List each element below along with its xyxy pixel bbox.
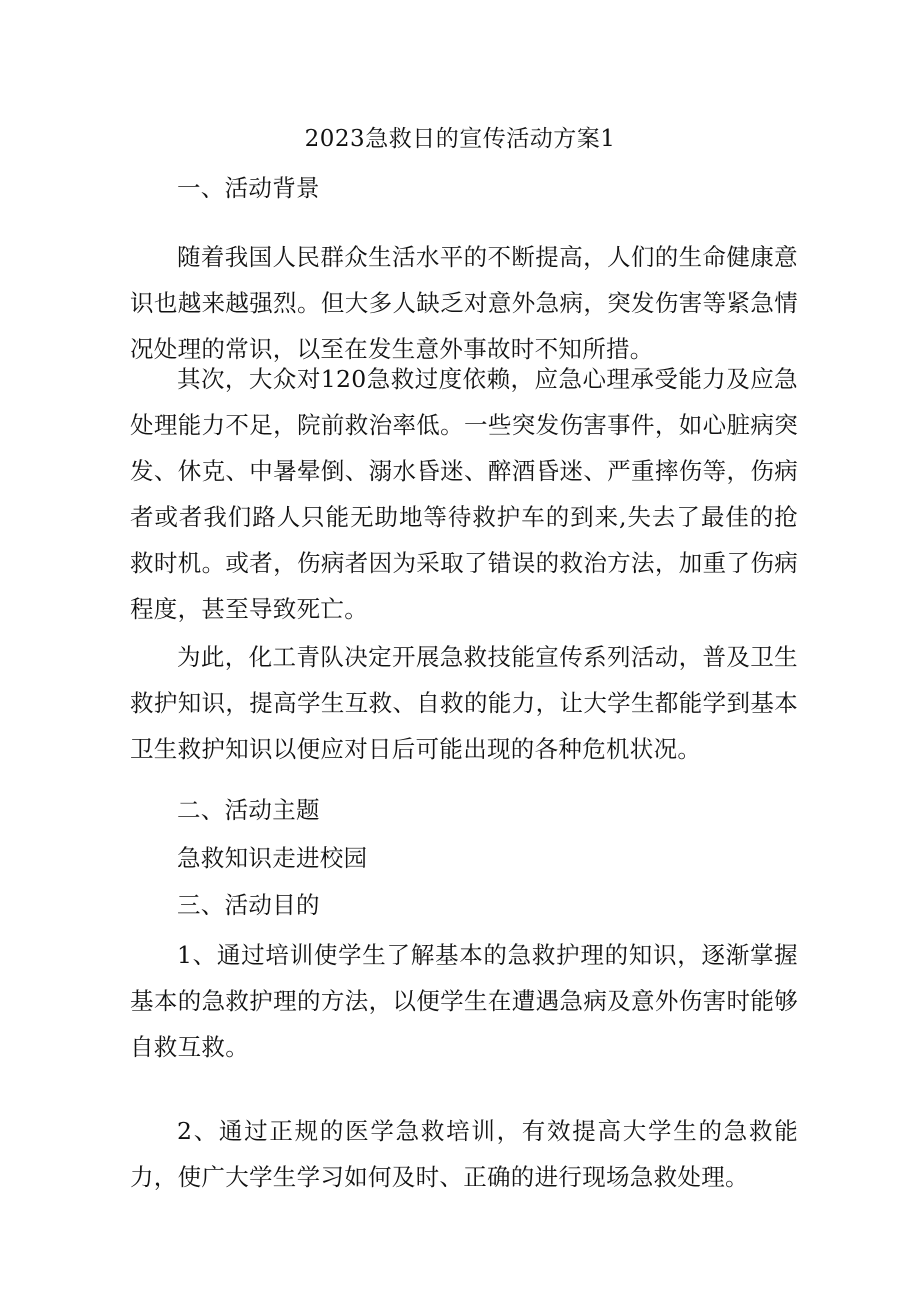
section-heading-background: 一、活动背景: [177, 174, 320, 202]
section-heading-purpose: 三、活动目的: [177, 891, 320, 919]
paragraph-theme: 急救知识走进校园: [177, 844, 368, 872]
paragraph-purpose-2: 2、通过正规的医学急救培训，有效提高大学生的急救能力，使广大学生学习如何及时、正确的进行现场急救处理。: [130, 1117, 798, 1191]
document-title: 2023急救日的宣传活动方案1: [304, 126, 616, 152]
section-heading-theme: 二、活动主题: [177, 796, 320, 824]
paragraph-reliance: 其次，大众对120急救过度依赖，应急心理承受能力及应急处理能力不足，院前救治率低。一些突发伤害事件，如心脏病突发、休克、中暑晕倒、溺水昏迷、醉酒昏迷、严重摔伤等，伤病者或者我们路人只能无助地等待救护车的到来,失去了最佳的抢救时机。或者，伤病者因为采取了错误的救治方法，加重了伤病程度，甚至导致死亡。: [130, 365, 798, 623]
paragraph-initiative: 为此，化工青队决定开展急救技能宣传系列活动，普及卫生救护知识，提高学生互救、自救的能力，让大学生都能学到基本卫生救护知识以便应对日后可能出现的各种危机状况。: [130, 643, 798, 763]
paragraph-background: 随着我国人民群众生活水平的不断提高，人们的生命健康意识也越来越强烈。但大多人缺乏对意外急病，突发伤害等紧急情况处理的常识，以至在发生意外事故时不知所措。: [130, 243, 798, 363]
paragraph-purpose-1: 1、通过培训使学生了解基本的急救护理的知识，逐渐掌握基本的急救护理的方法，以便学生在遭遇急病及意外伤害时能够自救互救。: [130, 941, 798, 1061]
